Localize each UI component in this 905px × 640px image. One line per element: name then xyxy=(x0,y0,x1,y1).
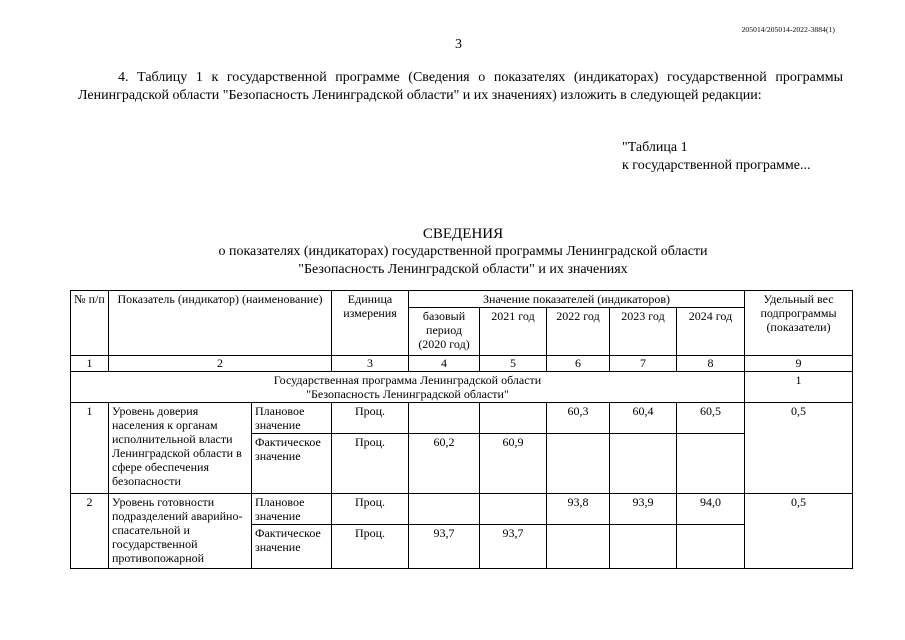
col-num-3: 3 xyxy=(332,356,409,372)
program-title-line-2: "Безопасность Ленинградской области" xyxy=(306,387,509,401)
value-2024 xyxy=(677,434,745,494)
value-2023: 60,4 xyxy=(610,403,677,434)
base-value xyxy=(409,494,480,525)
indicator-name: Уровень готовности подразделений аварийно-спасательной и государственной противопожарной xyxy=(109,494,252,569)
col-num-1: 1 xyxy=(71,356,109,372)
value-2023: 93,9 xyxy=(610,494,677,525)
unit-cell: Проц. xyxy=(332,494,409,525)
value-2024: 94,0 xyxy=(677,494,745,525)
row-num: 2 xyxy=(71,494,109,569)
program-title xyxy=(71,372,745,403)
value-2021 xyxy=(480,494,547,525)
col-num-6: 6 xyxy=(547,356,610,372)
program-row xyxy=(71,372,853,403)
unit-cell: Проц. xyxy=(332,434,409,494)
document-id: 205014/205014-2022-3884(1) xyxy=(741,25,835,34)
header-values-group: Значение показателей (индикаторов) xyxy=(409,291,745,308)
value-2023 xyxy=(610,434,677,494)
indicator-name: Уровень доверия населения к органам исполнительной власти Ленинградской области в сфере обеспечения безопасности xyxy=(109,403,252,494)
base-value: 93,7 xyxy=(409,525,480,569)
unit-cell: Проц. xyxy=(332,403,409,434)
table-row xyxy=(71,403,853,434)
value-type: Плановое значение xyxy=(252,403,332,434)
value-2024: 60,5 xyxy=(677,403,745,434)
appendix-line-2: к государственной программе... xyxy=(622,158,811,173)
col-num-7: 7 xyxy=(610,356,677,372)
appendix-reference xyxy=(622,139,810,175)
table-subtitle-line-2: "Безопасность Ленинградской области" и их значениях xyxy=(298,262,628,277)
header-indicator: Показатель (индикатор) (наименование) xyxy=(109,291,332,356)
program-title-line-1: Государственная программа Ленинградской области xyxy=(273,373,542,387)
header-2021: 2021 год xyxy=(480,308,547,356)
col-num-8: 8 xyxy=(677,356,745,372)
weight-cell: 0,5 xyxy=(745,403,853,494)
col-num-2: 2 xyxy=(109,356,332,372)
value-2022 xyxy=(547,434,610,494)
header-unit: Единица измерения xyxy=(332,291,409,356)
column-numbers-row xyxy=(71,356,853,372)
base-value: 60,2 xyxy=(409,434,480,494)
base-value xyxy=(409,403,480,434)
weight-cell: 0,5 xyxy=(745,494,853,569)
header-2024: 2024 год xyxy=(677,308,745,356)
table-row xyxy=(71,494,853,525)
intro-paragraph: 4. Таблицу 1 к государственной программе (Сведения о показателях (индикаторах) государственной программы Ленинградской области "Безопасность Ленинградской области" и их значениях) изложить в следующей редакции: xyxy=(78,70,843,103)
value-2022: 60,3 xyxy=(547,403,610,434)
value-type: Плановое значение xyxy=(252,494,332,525)
header-2022: 2022 год xyxy=(547,308,610,356)
appendix-line-1: "Таблица 1 xyxy=(622,140,688,155)
value-type: Фактическое значение xyxy=(252,525,332,569)
indicators-table xyxy=(70,290,853,569)
value-2023 xyxy=(610,525,677,569)
col-num-4: 4 xyxy=(409,356,480,372)
col-num-9: 9 xyxy=(745,356,853,372)
col-num-5: 5 xyxy=(480,356,547,372)
value-2022 xyxy=(547,525,610,569)
value-2021 xyxy=(480,403,547,434)
table-title: СВЕДЕНИЯ xyxy=(422,226,504,242)
unit-cell: Проц. xyxy=(332,525,409,569)
value-2022: 93,8 xyxy=(547,494,610,525)
header-row-1 xyxy=(71,291,853,308)
header-weight: Удельный вес подпрограммы (показатели) xyxy=(745,291,853,356)
value-type: Фактическое значение xyxy=(252,434,332,494)
table-title-block xyxy=(78,225,848,279)
row-num: 1 xyxy=(71,403,109,494)
value-2021: 60,9 xyxy=(480,434,547,494)
value-2021: 93,7 xyxy=(480,525,547,569)
header-num: № п/п xyxy=(71,291,109,356)
program-weight: 1 xyxy=(745,372,853,403)
header-base-period: базовый период (2020 год) xyxy=(409,308,480,356)
table-subtitle-line-1: о показателях (индикаторах) государственной программы Ленинградской области xyxy=(218,244,708,259)
value-2024 xyxy=(677,525,745,569)
page-number: 3 xyxy=(455,37,462,52)
header-2023: 2023 год xyxy=(610,308,677,356)
